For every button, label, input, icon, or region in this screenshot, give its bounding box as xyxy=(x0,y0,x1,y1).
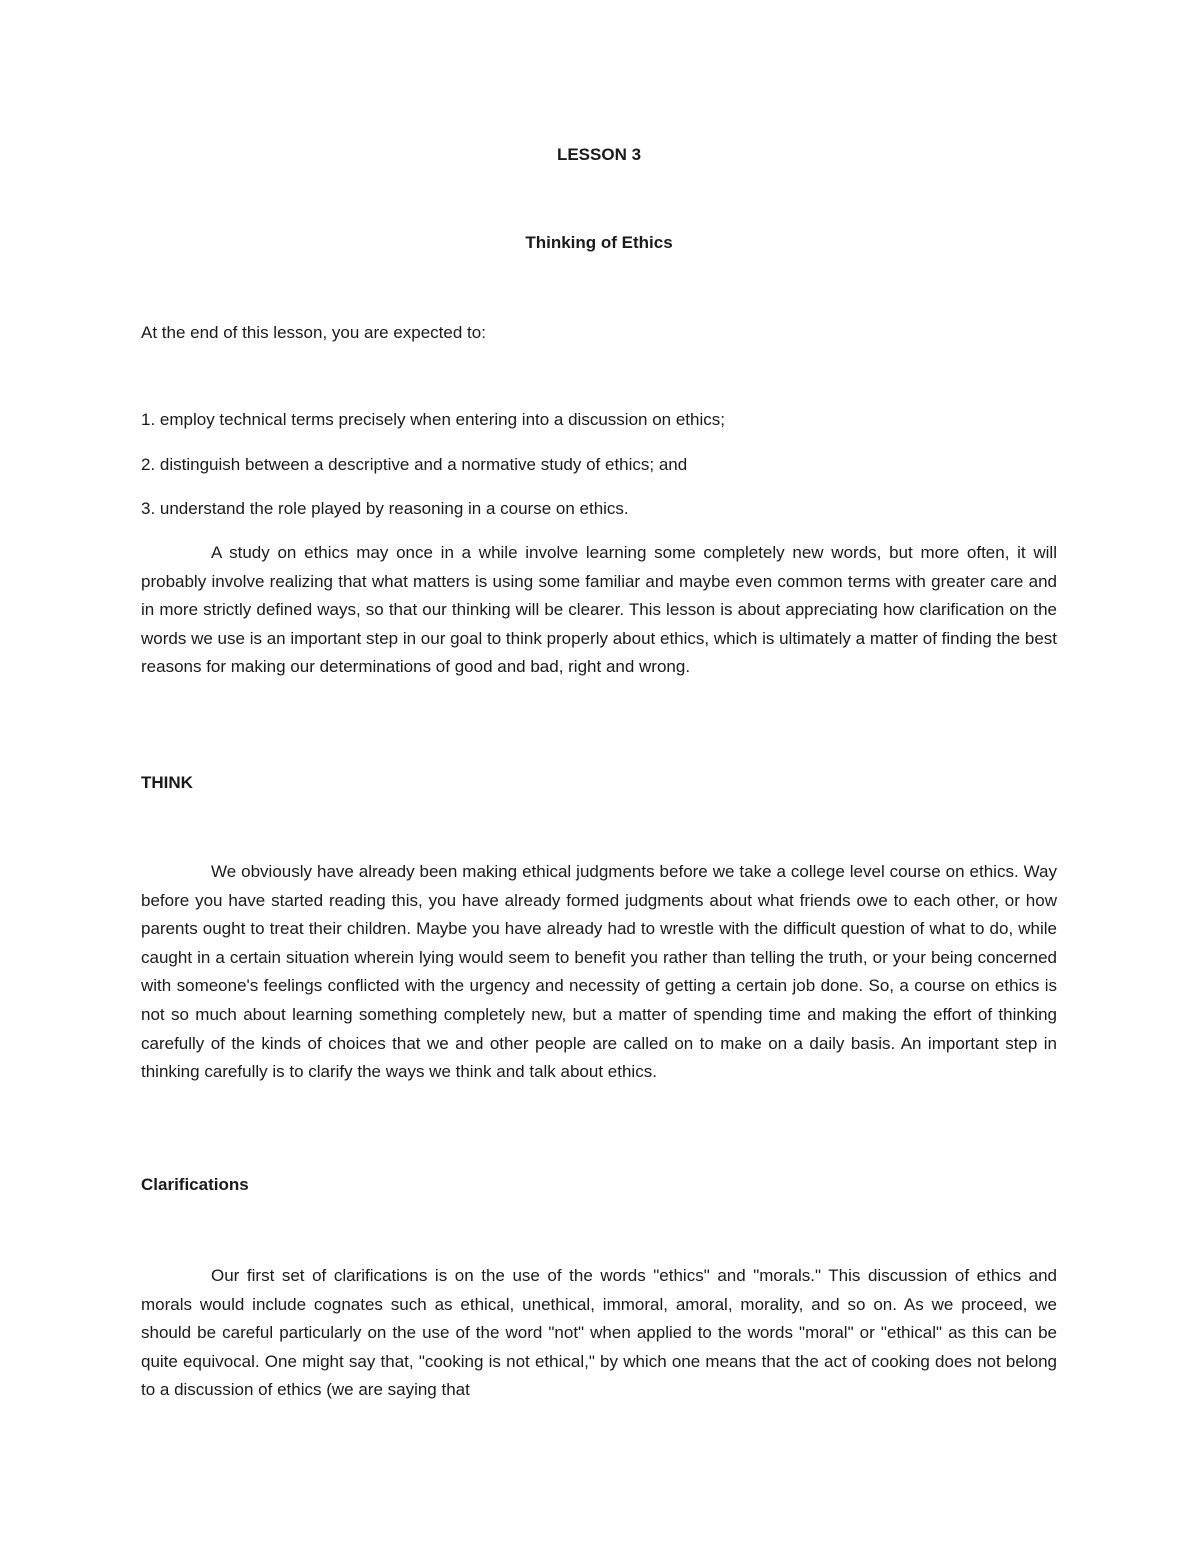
clarifications-heading: Clarifications xyxy=(141,1175,249,1194)
objective-item-1: 1. employ technical terms precisely when entering into a discussion on ethics; xyxy=(141,410,725,429)
clarifications-paragraph: Our first set of clarifications is on the use of the words "ethics" and "morals." This discussion of ethics and morals would include cognates such as ethical, unethical, immoral, amoral, morality, and so on. As we proceed, we should be careful particularly on the use of the word "not" when applied to the words "moral" or "ethical" as this can be quite equivocal. One might say that, "cooking is not ethical," by which one means that the act of cooking does not belong to a discussion of ethics (we are saying that xyxy=(141,1266,1057,1400)
intro-paragraph: A study on ethics may once in a while involve learning some completely new words, but more often, it will probably involve realizing that what matters is using some familiar and maybe even common terms with greater care and in more strictly defined ways, so that our thinking will be clearer. This lesson is about appreciating how clarification on the words we use is an important step in our goal to think properly about ethics, which is ultimately a matter of finding the best reasons for making our determinations of good and bad, right and wrong. xyxy=(141,543,1057,677)
objectives-intro: At the end of this lesson, you are expected to: xyxy=(141,323,486,342)
think-heading: THINK xyxy=(141,773,193,792)
objective-item-2: 2. distinguish between a descriptive and a normative study of ethics; and xyxy=(141,455,688,474)
think-paragraph: We obviously have already been making ethical judgments before we take a college level course on ethics. Way before you have started reading this, you have already formed judgments about what friends owe to each other, or how parents ought to treat their children. Maybe you have already had to wrestle with the difficult question of what to do, while caught in a certain situation wherein lying would seem to benefit you rather than telling the truth, or your being concerned with someone's feelings conflicted with the urgency and necessity of getting a certain job done. So, a course on ethics is not so much about learning something completely new, but a matter of spending time and making the effort of thinking carefully of the kinds of choices that we and other people are called on to make on a daily basis. An important step in thinking carefully is to clarify the ways we think and talk about ethics. xyxy=(141,862,1057,1082)
lesson-title: Thinking of Ethics xyxy=(525,233,673,252)
objective-item-3: 3. understand the role played by reasoning in a course on ethics. xyxy=(141,499,629,518)
lesson-label: LESSON 3 xyxy=(556,145,642,164)
